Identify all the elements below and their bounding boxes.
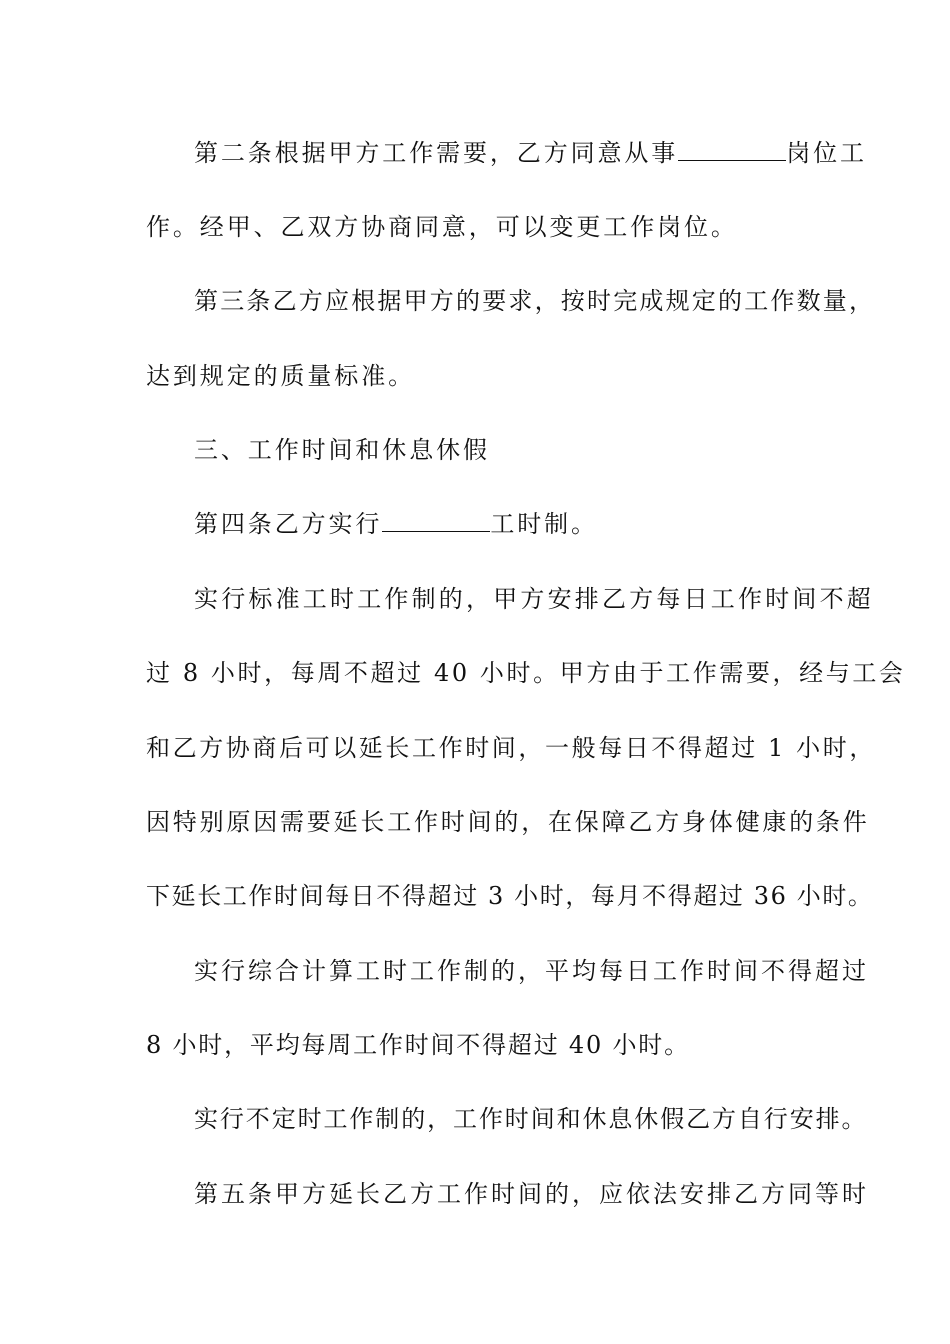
line-text: 8 小时，平均每周工作时间不得超过 40 小时。 [146,1031,690,1059]
paragraph-line [146,733,876,763]
paragraph-line [146,881,874,911]
paragraph-line [146,212,826,242]
paragraph-line [146,1030,826,1060]
line-text: 实行综合计算工时工作制的，平均每日工作时间不得超过 [194,957,869,985]
line-text: 实行不定时工作制的，工作时间和休息休假乙方自行安排。 [194,1105,868,1133]
paragraph-line [146,807,870,837]
line-text: 下延长工作时间每日不得超过 3 小时，每月不得超过 36 小时。 [146,882,874,910]
paragraph-line [146,658,906,688]
paragraph-line [194,138,867,168]
line-text: 过 8 小时，每周不超过 40 小时。甲方由于工作需要，经与工会 [146,659,906,687]
line-text: 第三条乙方应根据甲方的要求，按时完成规定的工作数量， [194,287,876,315]
section-heading [194,435,826,465]
line-text: 第五条甲方延长乙方工作时间的，应依法安排乙方同等时 [194,1180,869,1208]
line-text: 实行标准工时工作制的，甲方安排乙方每日工作时间不超 [194,585,874,613]
line-text: 和乙方协商后可以延长工作时间，一般每日不得超过 1 小时， [146,734,876,762]
paragraph-line [194,956,869,986]
fill-in-blank[interactable] [382,511,490,532]
paragraph-line [194,584,874,614]
paragraph-line [194,1179,869,1209]
line-text: 工时制。 [490,510,598,538]
paragraph-line [194,286,876,316]
line-text: 第二条根据甲方工作需要，乙方同意从事 [194,139,679,167]
paragraph-line [194,509,826,539]
paragraph-line [194,1104,868,1134]
paragraph-line [146,361,826,391]
line-text: 第四条乙方实行 [194,510,383,538]
line-text: 因特别原因需要延长工作时间的，在保障乙方身体健康的条件 [146,808,870,836]
line-text: 达到规定的质量标准。 [146,362,415,390]
line-text: 岗位工 [786,139,867,167]
line-text: 三、工作时间和休息休假 [194,436,490,464]
fill-in-blank[interactable] [678,140,786,161]
line-text: 作。经甲、乙双方协商同意，可以变更工作岗位。 [146,213,738,241]
